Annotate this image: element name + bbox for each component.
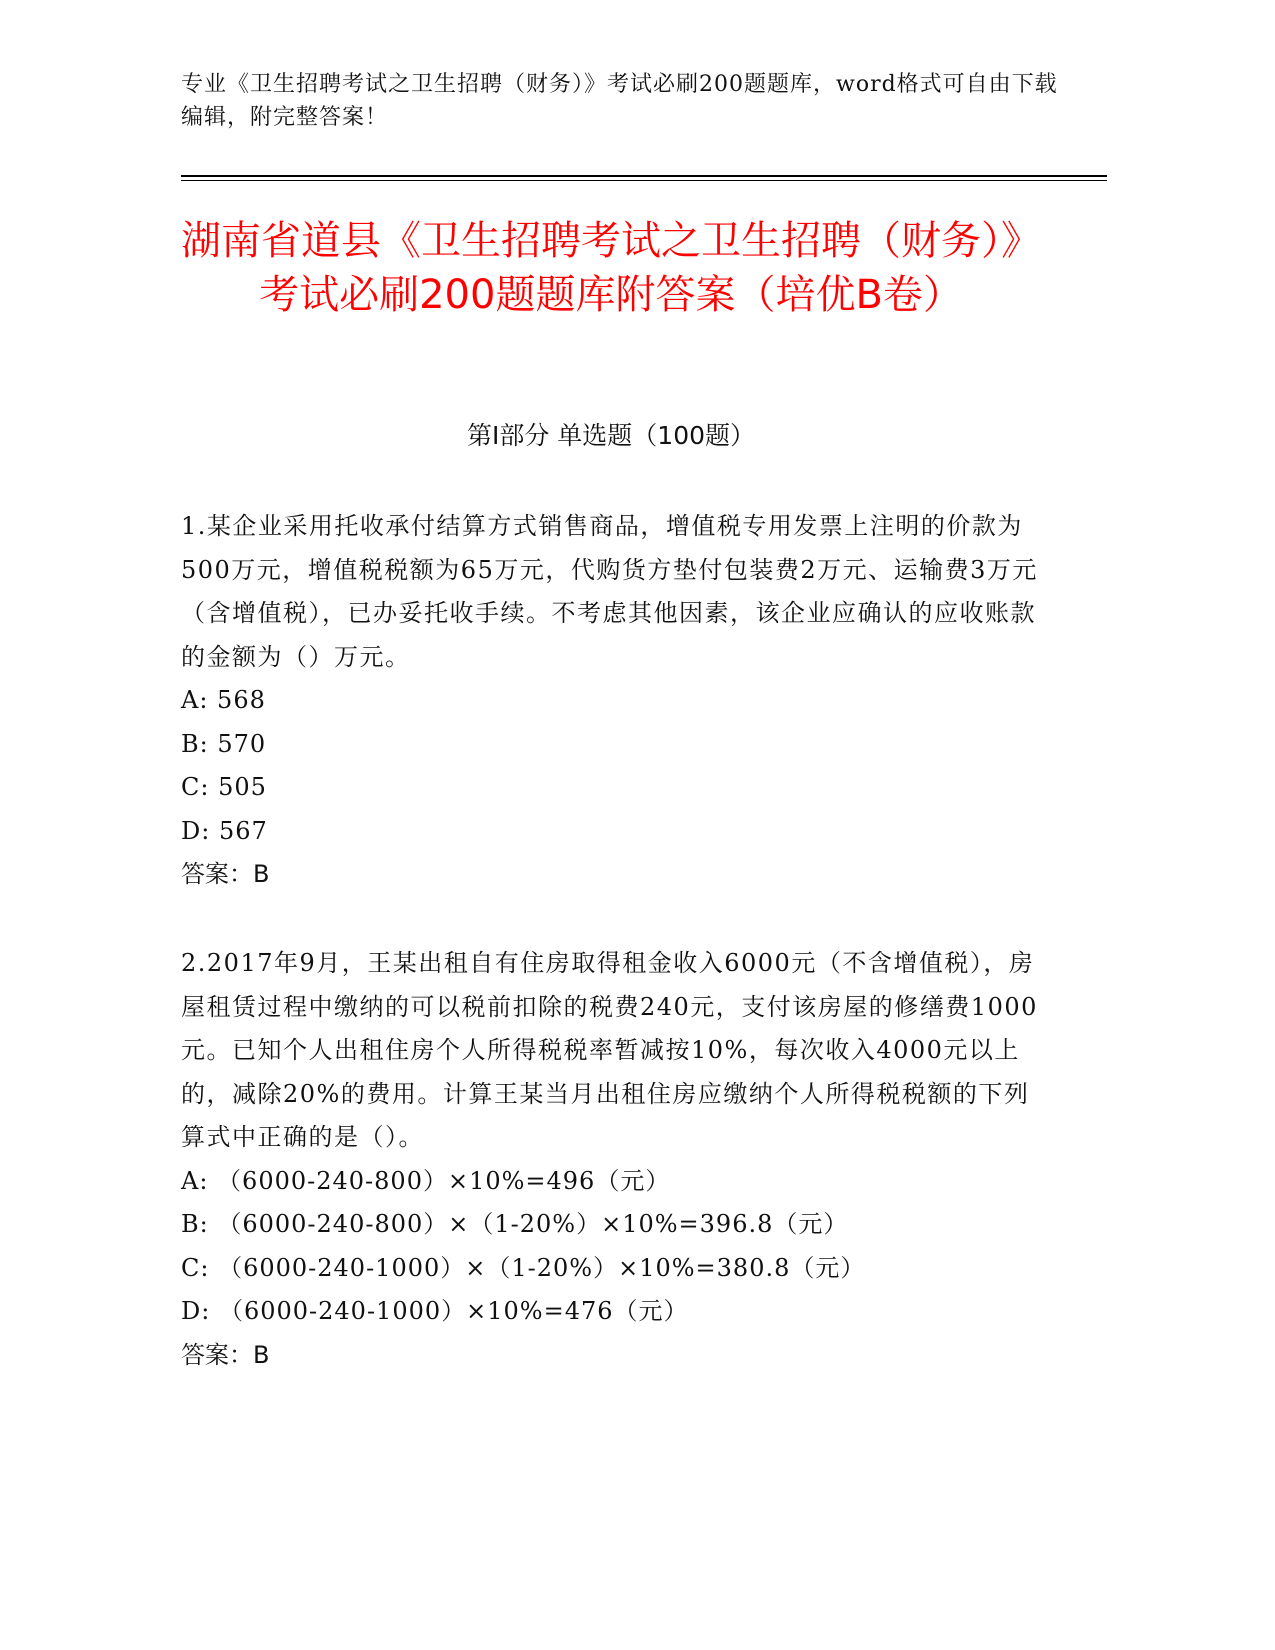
header-divider-thick	[181, 175, 1107, 177]
option-c: C: 505	[181, 773, 267, 801]
option-d: D: （6000-240-1000）×10%=476（元）	[181, 1297, 689, 1325]
option-a: A: （6000-240-800）×10%=496（元）	[181, 1166, 671, 1195]
option-b: B: 570	[181, 729, 267, 758]
question-stem: 2.2017年9月，王某出租自有住房取得租金收入6000元（不含增值税），房屋租赁过程中缴纳的可以税前扣除的税费240元，支付该房屋的修缮费1000元。已知个人出租住房个人所得税税率暂减按10%，每次收入4000元以上的，减除20%的费用。计算王某当月出租住房应缴纳个人所得税税额的下列算式中正确的是（）。	[181, 949, 1038, 1151]
section-heading: 第I部分 单选题（100题）	[466, 421, 756, 450]
header-divider-thin	[181, 180, 1107, 181]
question-2	[181, 942, 1051, 1377]
answer: 答案：B	[181, 860, 270, 888]
option-d: D: 567	[181, 816, 268, 845]
answer: 答案：B	[181, 1340, 270, 1369]
option-c: C: （6000-240-1000）×（1-20%）×10%=380.8（元）	[181, 1253, 866, 1282]
question-stem: 1.某企业采用托收承付结算方式销售商品，增值税专用发票上注明的价款为500万元，增值税税额为65万元，代购货方垫付包装费2万元、运输费3万元（含增值税），已办妥托收手续。不考虑其他因素，该企业应确认的应收账款的金额为（）万元。	[181, 512, 1038, 671]
option-a: A: 568	[181, 686, 266, 714]
option-b: B: （6000-240-800）×（1-20%）×10%=396.8（元）	[181, 1210, 849, 1238]
header-note: 专业《卫生招聘考试之卫生招聘（财务）》考试必刷200题题库，word格式可自由下载编辑，附完整答案！	[181, 72, 1058, 130]
document-title: 湖南省道县《卫生招聘考试之卫生招聘（财务）》考试必刷200题题库附答案（培优B卷）	[181, 218, 1041, 318]
question-1	[181, 505, 1051, 897]
